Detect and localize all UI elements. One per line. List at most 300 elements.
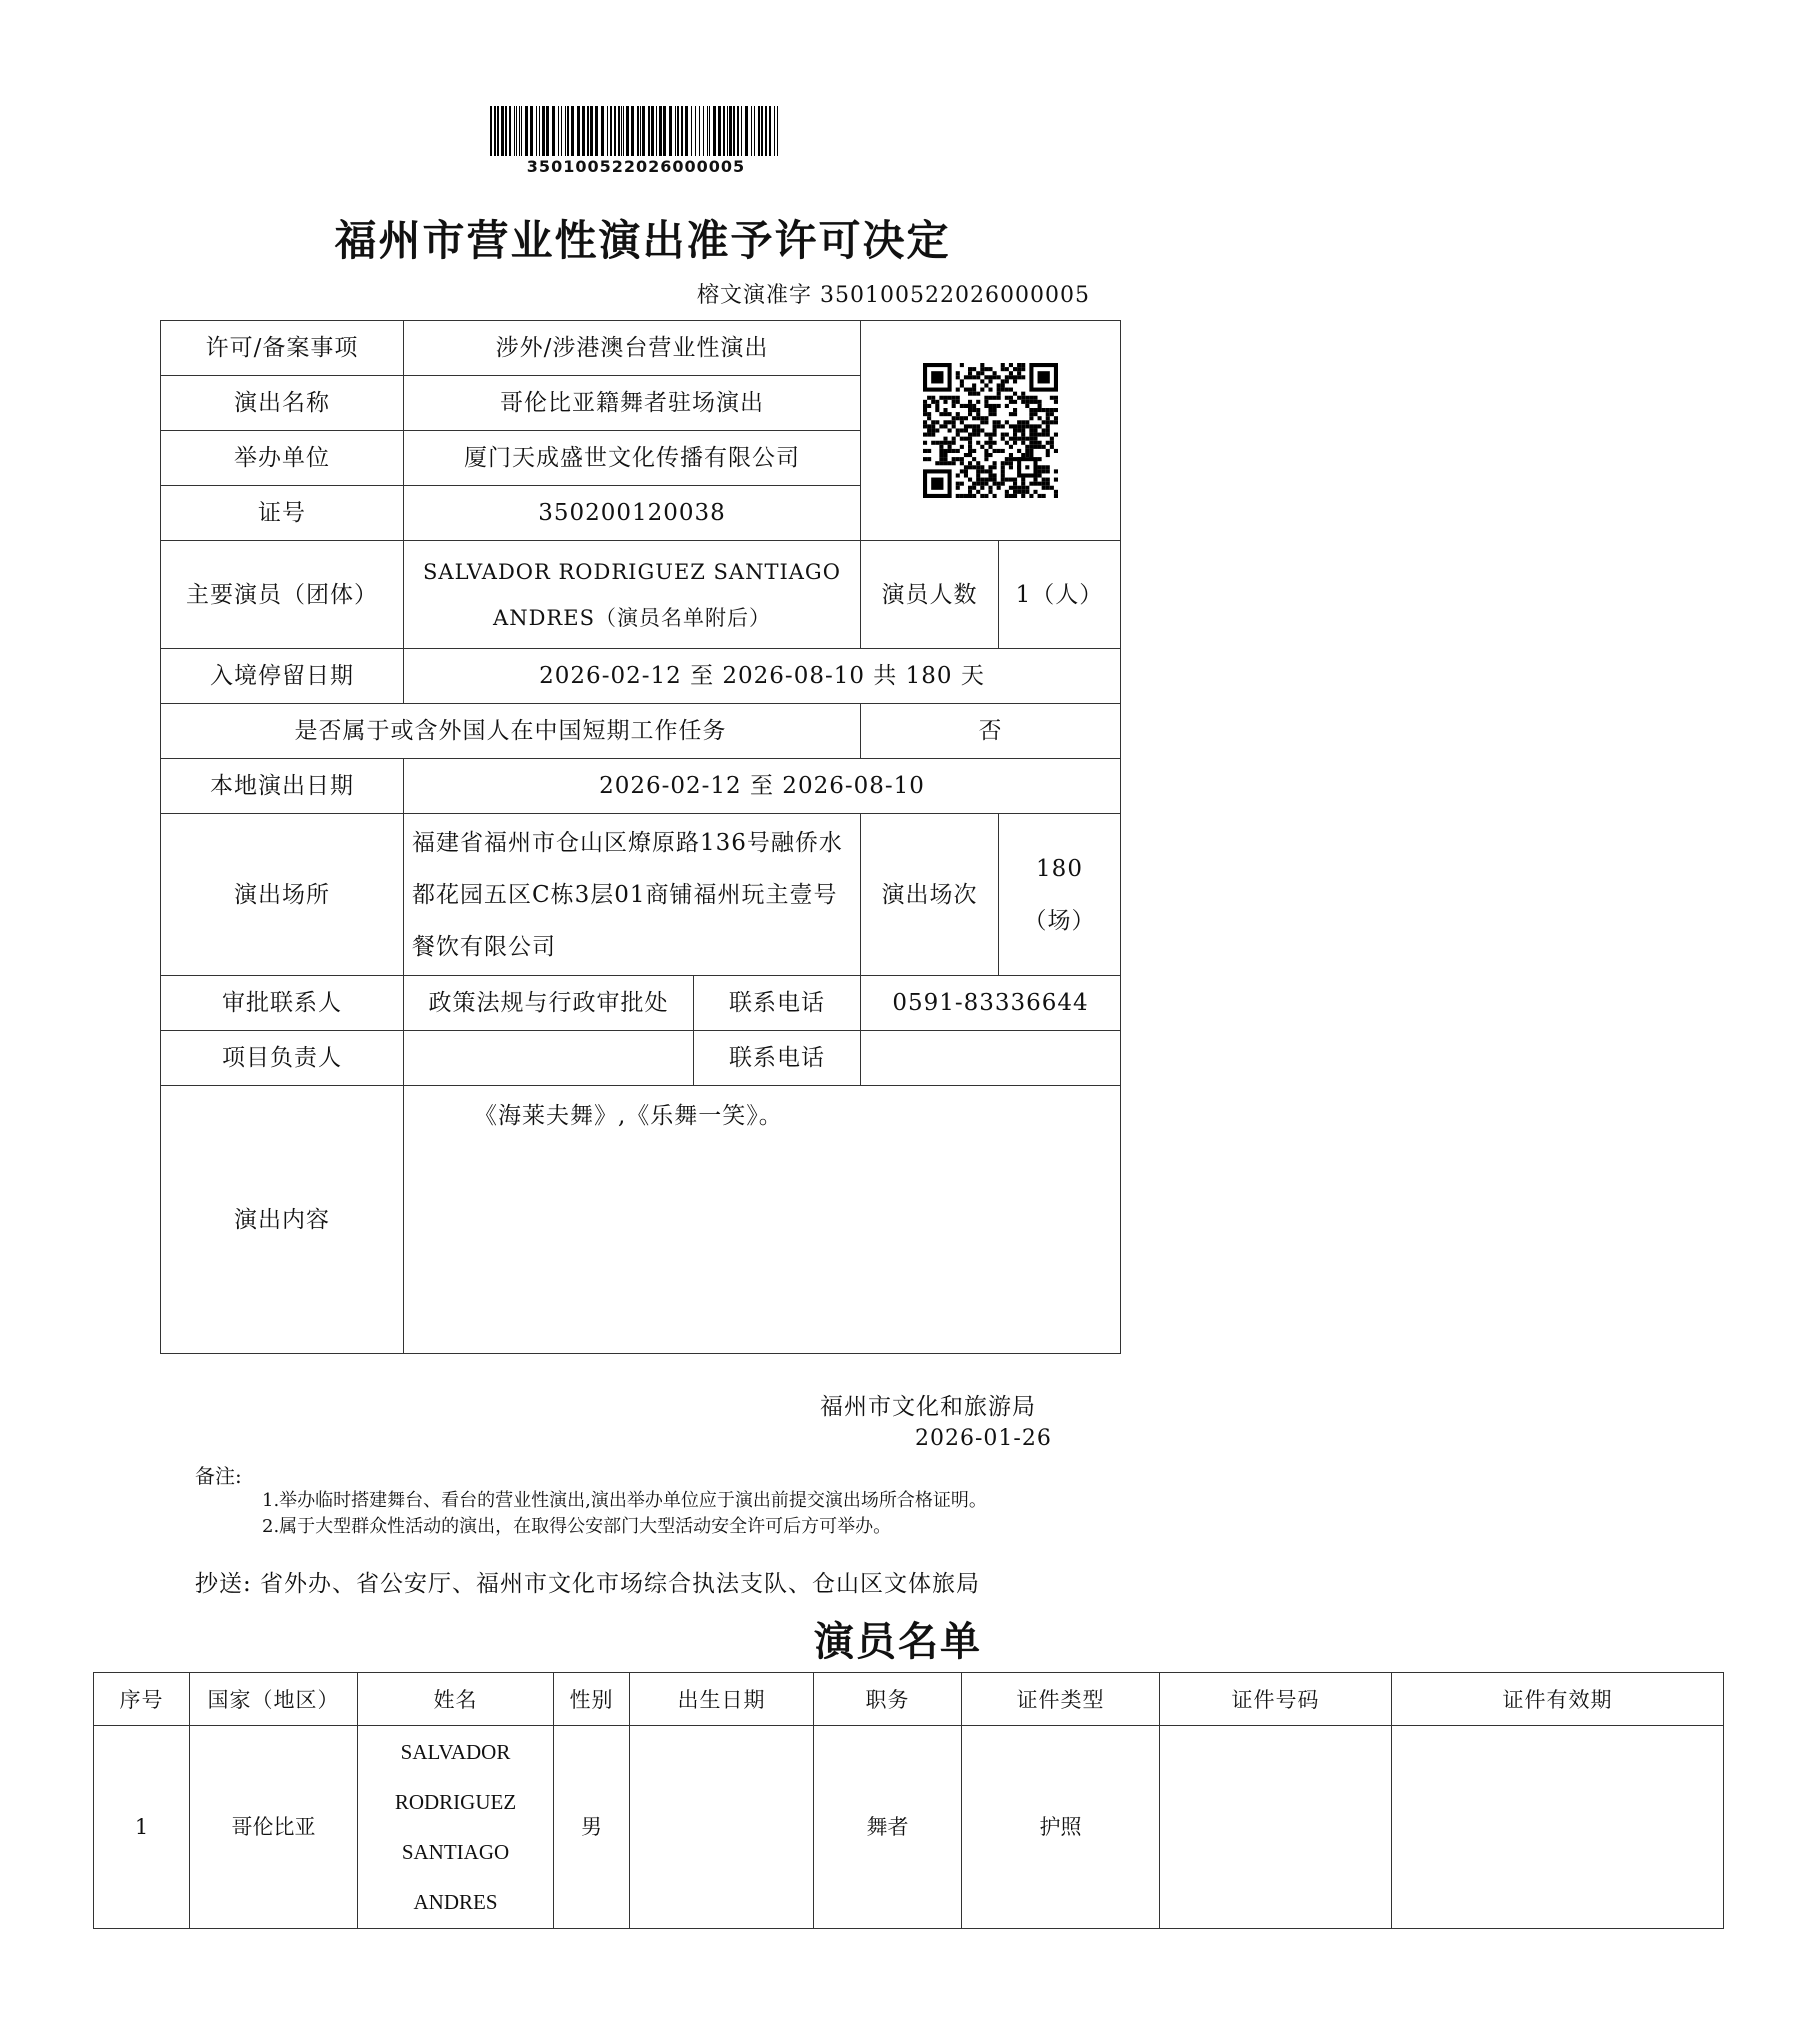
qr-module: [980, 379, 984, 383]
permit-table: [160, 320, 1121, 1354]
qr-module: [1042, 494, 1046, 498]
barcode-bar: [751, 106, 752, 156]
qr-module: [1005, 457, 1009, 461]
qr-module: [993, 494, 997, 498]
qr-module: [1054, 420, 1058, 424]
qr-module: [1025, 490, 1029, 494]
qr-module: [993, 449, 997, 453]
qr-module: [935, 400, 939, 404]
barcode-bar: [505, 106, 507, 156]
qr-module: [988, 486, 992, 490]
qr-module: [1046, 465, 1050, 469]
qr-module: [1021, 453, 1025, 457]
qr-module: [927, 424, 931, 428]
qr-module: [960, 482, 964, 486]
qr-module: [1050, 441, 1054, 445]
qr-module: [972, 416, 976, 420]
qr-module: [1042, 482, 1046, 486]
qr-module: [1054, 494, 1058, 498]
barcode-bar: [577, 106, 580, 156]
qr-module: [980, 371, 984, 375]
qr-module: [984, 416, 988, 420]
barcode-bar: [494, 106, 496, 156]
qr-module: [1013, 482, 1017, 486]
qr-module: [984, 420, 988, 424]
qr-module: [1009, 375, 1013, 379]
qr-module: [968, 486, 972, 490]
qr-module: [1001, 363, 1005, 367]
qr-module: [968, 424, 972, 428]
qr-module: [1021, 420, 1025, 424]
qr-module: [976, 400, 980, 404]
qr-module: [935, 420, 939, 424]
qr-module: [997, 388, 1001, 392]
qr-module: [1033, 424, 1037, 428]
qr-module: [993, 424, 997, 428]
qr-module: [997, 486, 1001, 490]
qr-module: [1038, 433, 1042, 437]
qr-module: [1029, 412, 1033, 416]
qr-module: [993, 408, 997, 412]
project-phone-value: [861, 1031, 1121, 1086]
qr-module: [993, 478, 997, 482]
qr-module: [964, 437, 968, 441]
issuing-authority: 福州市文化和旅游局: [820, 1394, 1036, 1420]
barcode-bar: [699, 106, 700, 156]
qr-module: [964, 416, 968, 420]
qr-module: [972, 375, 976, 379]
qr-module: [964, 473, 968, 477]
qr-module: [993, 441, 997, 445]
qr-module: [1033, 490, 1037, 494]
qr-module: [960, 457, 964, 461]
qr-module: [956, 433, 960, 437]
barcode-bar: [675, 106, 676, 156]
row-index: 1: [94, 1726, 190, 1929]
barcode-bar: [519, 106, 520, 156]
approval-phone-label: 联系电话: [694, 976, 861, 1031]
qr-module: [1054, 416, 1058, 420]
qr-module: [960, 494, 964, 498]
remarks-label: 备注:: [195, 1464, 242, 1488]
row-id-validity: [1392, 1726, 1724, 1929]
qr-module: [1005, 388, 1009, 392]
qr-module: [1050, 412, 1054, 416]
qr-module: [1025, 396, 1029, 400]
qr-module: [1042, 486, 1046, 490]
qr-module: [1029, 494, 1033, 498]
approval-contact-value: 政策法规与行政审批处: [404, 976, 694, 1031]
qr-module: [1050, 420, 1054, 424]
qr-module: [948, 461, 952, 465]
qr-module: [980, 486, 984, 490]
qr-module: [1029, 408, 1033, 412]
barcode-bar: [774, 106, 775, 156]
qr-module: [1001, 465, 1005, 469]
qr-module: [964, 424, 968, 428]
qr-module: [1046, 416, 1050, 420]
qr-module: [952, 404, 956, 408]
qr-module: [972, 428, 976, 432]
qr-module: [1050, 408, 1054, 412]
qr-module: [976, 408, 980, 412]
qr-module: [952, 424, 956, 428]
qr-module: [1009, 363, 1013, 367]
qr-module: [980, 494, 984, 498]
qr-module: [960, 383, 964, 387]
qr-module: [1001, 469, 1005, 473]
qr-module: [976, 375, 980, 379]
qr-module: [968, 371, 972, 375]
qr-module: [1017, 490, 1021, 494]
qr-module: [948, 420, 952, 424]
qr-module: [927, 428, 931, 432]
qr-module: [972, 433, 976, 437]
barcode-bar: [618, 106, 620, 156]
performer-list-title: 演员名单: [814, 1618, 982, 1665]
qr-module: [1033, 437, 1037, 441]
barcode-bar: [590, 106, 593, 156]
barcode-bar: [713, 106, 716, 156]
sessions-label: 演出场次: [861, 814, 999, 976]
qr-module: [1021, 437, 1025, 441]
qr-module: [1042, 433, 1046, 437]
qr-module: [1005, 441, 1009, 445]
qr-module: [984, 482, 988, 486]
qr-module: [956, 371, 960, 375]
name-line: ANDRES: [413, 1890, 498, 1914]
qr-finder: [931, 478, 943, 490]
qr-module: [976, 371, 980, 375]
qr-module: [956, 428, 960, 432]
qr-module: [923, 404, 927, 408]
barcode-bar: [509, 106, 511, 156]
qr-module: [988, 404, 992, 408]
qr-finder: [1038, 371, 1050, 383]
qr-module: [968, 445, 972, 449]
document-title: 福州市营业性演出准予许可决定: [334, 216, 951, 265]
qr-module: [972, 486, 976, 490]
qr-module: [939, 453, 943, 457]
qr-module: [972, 392, 976, 396]
barcode-bar: [614, 106, 616, 156]
qr-module: [1021, 424, 1025, 428]
qr-module: [939, 445, 943, 449]
qr-module: [1033, 400, 1037, 404]
qr-module: [968, 412, 972, 416]
qr-module: [960, 445, 964, 449]
qr-module: [948, 445, 952, 449]
row-id-type: 护照: [962, 1726, 1160, 1929]
qr-module: [956, 400, 960, 404]
qr-module: [980, 416, 984, 420]
qr-module: [968, 375, 972, 379]
qr-align: [1025, 465, 1029, 469]
barcode-bar: [516, 106, 517, 156]
qr-module: [943, 453, 947, 457]
qr-module: [972, 424, 976, 428]
qr-module: [988, 473, 992, 477]
row-country: 哥伦比亚: [190, 1726, 358, 1929]
qr-module: [997, 420, 1001, 424]
qr-module: [956, 412, 960, 416]
approval-contact-label: 审批联系人: [161, 976, 404, 1031]
qr-module: [988, 388, 992, 392]
qr-module: [997, 392, 1001, 396]
qr-module: [923, 408, 927, 412]
qr-module: [1021, 441, 1025, 445]
qr-module: [972, 465, 976, 469]
qr-module: [988, 469, 992, 473]
qr-module: [1001, 482, 1005, 486]
table-row: [94, 1726, 1724, 1929]
cc-line: 抄送: 省外办、省公安厅、福州市文化市场综合执法支队、仓山区文体旅局: [195, 1571, 981, 1597]
qr-module: [972, 404, 976, 408]
barcode-bar: [539, 106, 540, 156]
qr-module: [1021, 400, 1025, 404]
qr-module: [968, 433, 972, 437]
issue-date: 2026-01-26: [915, 1426, 1052, 1451]
qr-module: [1013, 428, 1017, 432]
qr-module: [976, 490, 980, 494]
qr-module: [943, 457, 947, 461]
qr-module: [1005, 396, 1009, 400]
organizer-label: 举办单位: [161, 431, 404, 486]
qr-module: [960, 420, 964, 424]
qr-module: [968, 437, 972, 441]
qr-module: [1054, 400, 1058, 404]
qr-module: [988, 465, 992, 469]
qr-module: [952, 457, 956, 461]
qr-module: [943, 424, 947, 428]
qr-module: [968, 388, 972, 392]
qr-module: [984, 469, 988, 473]
qr-module: [952, 416, 956, 420]
qr-module: [1033, 482, 1037, 486]
content-label: 演出内容: [161, 1086, 404, 1354]
qr-module: [980, 428, 984, 432]
qr-module: [1021, 396, 1025, 400]
qr-module: [964, 388, 968, 392]
qr-module: [1005, 478, 1009, 482]
qr-module: [1033, 441, 1037, 445]
main-performer-label: 主要演员（团体）: [161, 541, 404, 649]
qr-module: [976, 416, 980, 420]
qr-module: [1001, 461, 1005, 465]
qr-module: [956, 416, 960, 420]
qr-module: [1029, 428, 1033, 432]
qr-module: [993, 396, 997, 400]
qr-module: [1033, 433, 1037, 437]
qr-module: [1017, 428, 1021, 432]
qr-module: [956, 375, 960, 379]
qr-module: [943, 437, 947, 441]
barcode-bar: [587, 106, 589, 156]
qr-module: [968, 465, 972, 469]
barcode-bar: [536, 106, 537, 156]
qr-module: [976, 428, 980, 432]
qr-module: [1009, 400, 1013, 404]
qr-module: [931, 424, 935, 428]
barcode-bar: [623, 106, 624, 156]
qr-module: [1038, 408, 1042, 412]
remark-item: 1.举办临时搭建舞台、看台的营业性演出,演出举办单位应于演出前提交演出场所合格证明。: [262, 1490, 987, 1511]
qr-module: [1025, 404, 1029, 408]
qr-module: [1001, 388, 1005, 392]
qr-module: [1021, 486, 1025, 490]
header-cell: 国家（地区）: [190, 1673, 358, 1726]
qr-module: [1001, 379, 1005, 383]
qr-module: [960, 379, 964, 383]
qr-module: [923, 420, 927, 424]
barcode-bar: [546, 106, 549, 156]
qr-module: [993, 461, 997, 465]
qr-module: [960, 363, 964, 367]
qr-module: [1001, 424, 1005, 428]
qr-module: [960, 428, 964, 432]
qr-module: [1054, 449, 1058, 453]
qr-module: [1001, 449, 1005, 453]
barcode: [490, 106, 782, 156]
barcode-bar: [631, 106, 634, 156]
qr-module: [935, 461, 939, 465]
qr-module: [1009, 465, 1013, 469]
row-id-number: [1160, 1726, 1392, 1929]
qr-module: [1038, 441, 1042, 445]
barcode-bar: [709, 106, 710, 156]
qr-module: [923, 412, 927, 416]
qr-module: [956, 449, 960, 453]
qr-module: [960, 437, 964, 441]
header-cell: 姓名: [358, 1673, 554, 1726]
project-lead-label: 项目负责人: [161, 1031, 404, 1086]
qr-module: [972, 494, 976, 498]
qr-module: [956, 388, 960, 392]
qr-module: [1038, 465, 1042, 469]
qr-module: [935, 428, 939, 432]
qr-module: [997, 383, 1001, 387]
qr-module: [988, 453, 992, 457]
qr-module: [1005, 367, 1009, 371]
qr-module: [948, 428, 952, 432]
qr-module: [993, 473, 997, 477]
qr-module: [968, 490, 972, 494]
qr-module: [927, 433, 931, 437]
qr-module: [1046, 482, 1050, 486]
header-cell: 序号: [94, 1673, 190, 1726]
qr-module: [988, 375, 992, 379]
qr-module: [988, 396, 992, 400]
local-date-label: 本地演出日期: [161, 759, 404, 814]
show-name-label: 演出名称: [161, 376, 404, 431]
qr-module: [1038, 473, 1042, 477]
qr-module: [980, 465, 984, 469]
qr-module: [1046, 424, 1050, 428]
barcode-bar: [718, 106, 721, 156]
qr-module: [1013, 433, 1017, 437]
barcode-bar: [727, 106, 728, 156]
qr-module: [1013, 400, 1017, 404]
qr-module: [972, 457, 976, 461]
qr-module: [997, 482, 1001, 486]
qr-module: [1013, 457, 1017, 461]
qr-module: [1021, 392, 1025, 396]
qr-module: [1009, 396, 1013, 400]
qr-module: [1033, 445, 1037, 449]
qr-module: [993, 412, 997, 416]
barcode-bar: [765, 106, 767, 156]
qr-module: [1025, 486, 1029, 490]
qr-module: [1017, 424, 1021, 428]
qr-module: [976, 482, 980, 486]
qr-module: [993, 482, 997, 486]
qr-module: [988, 433, 992, 437]
qr-module: [976, 433, 980, 437]
name-line: RODRIGUEZ: [394, 1790, 517, 1814]
qr-module: [968, 441, 972, 445]
qr-module: [993, 420, 997, 424]
qr-module: [984, 449, 988, 453]
qr-module: [943, 396, 947, 400]
barcode-bar: [737, 106, 739, 156]
qr-module: [1050, 445, 1054, 449]
qr-module: [980, 478, 984, 482]
qr-module: [927, 404, 931, 408]
qr-module: [1025, 437, 1029, 441]
qr-module: [1038, 457, 1042, 461]
qr-module: [988, 441, 992, 445]
venue-value: 福建省福州市仓山区燎原路136号融侨水都花园五区C栋3层01商铺福州玩主壹号餐饮有限公司: [404, 814, 861, 976]
qr-module: [988, 445, 992, 449]
qr-module: [952, 420, 956, 424]
qr-module: [1021, 363, 1025, 367]
qr-module: [1042, 445, 1046, 449]
qr-module: [931, 428, 935, 432]
qr-module: [1046, 441, 1050, 445]
qr-module: [923, 400, 927, 404]
qr-module: [1009, 461, 1013, 465]
qr-module: [956, 486, 960, 490]
qr-module: [1046, 486, 1050, 490]
qr-module: [1046, 412, 1050, 416]
qr-module: [1054, 478, 1058, 482]
qr-module: [988, 478, 992, 482]
qr-module: [984, 367, 988, 371]
qr-module: [972, 367, 976, 371]
project-lead-value: [404, 1031, 694, 1086]
qr-module: [939, 457, 943, 461]
barcode-bar: [741, 106, 742, 156]
qr-module: [1025, 400, 1029, 404]
qr-module: [952, 441, 956, 445]
qr-module: [988, 408, 992, 412]
qr-module: [956, 457, 960, 461]
qr-module: [1029, 445, 1033, 449]
barcode-bar: [610, 106, 612, 156]
qr-module: [952, 396, 956, 400]
qr-module: [964, 375, 968, 379]
qr-module: [1017, 437, 1021, 441]
qr-module: [980, 445, 984, 449]
qr-module: [1042, 420, 1046, 424]
qr-module: [1038, 482, 1042, 486]
qr-module: [1005, 494, 1009, 498]
qr-module: [923, 424, 927, 428]
barcode-bar: [669, 106, 672, 156]
qr-module: [1021, 375, 1025, 379]
local-date-value: 2026-02-12 至 2026-08-10: [404, 759, 1121, 814]
qr-module: [1025, 424, 1029, 428]
